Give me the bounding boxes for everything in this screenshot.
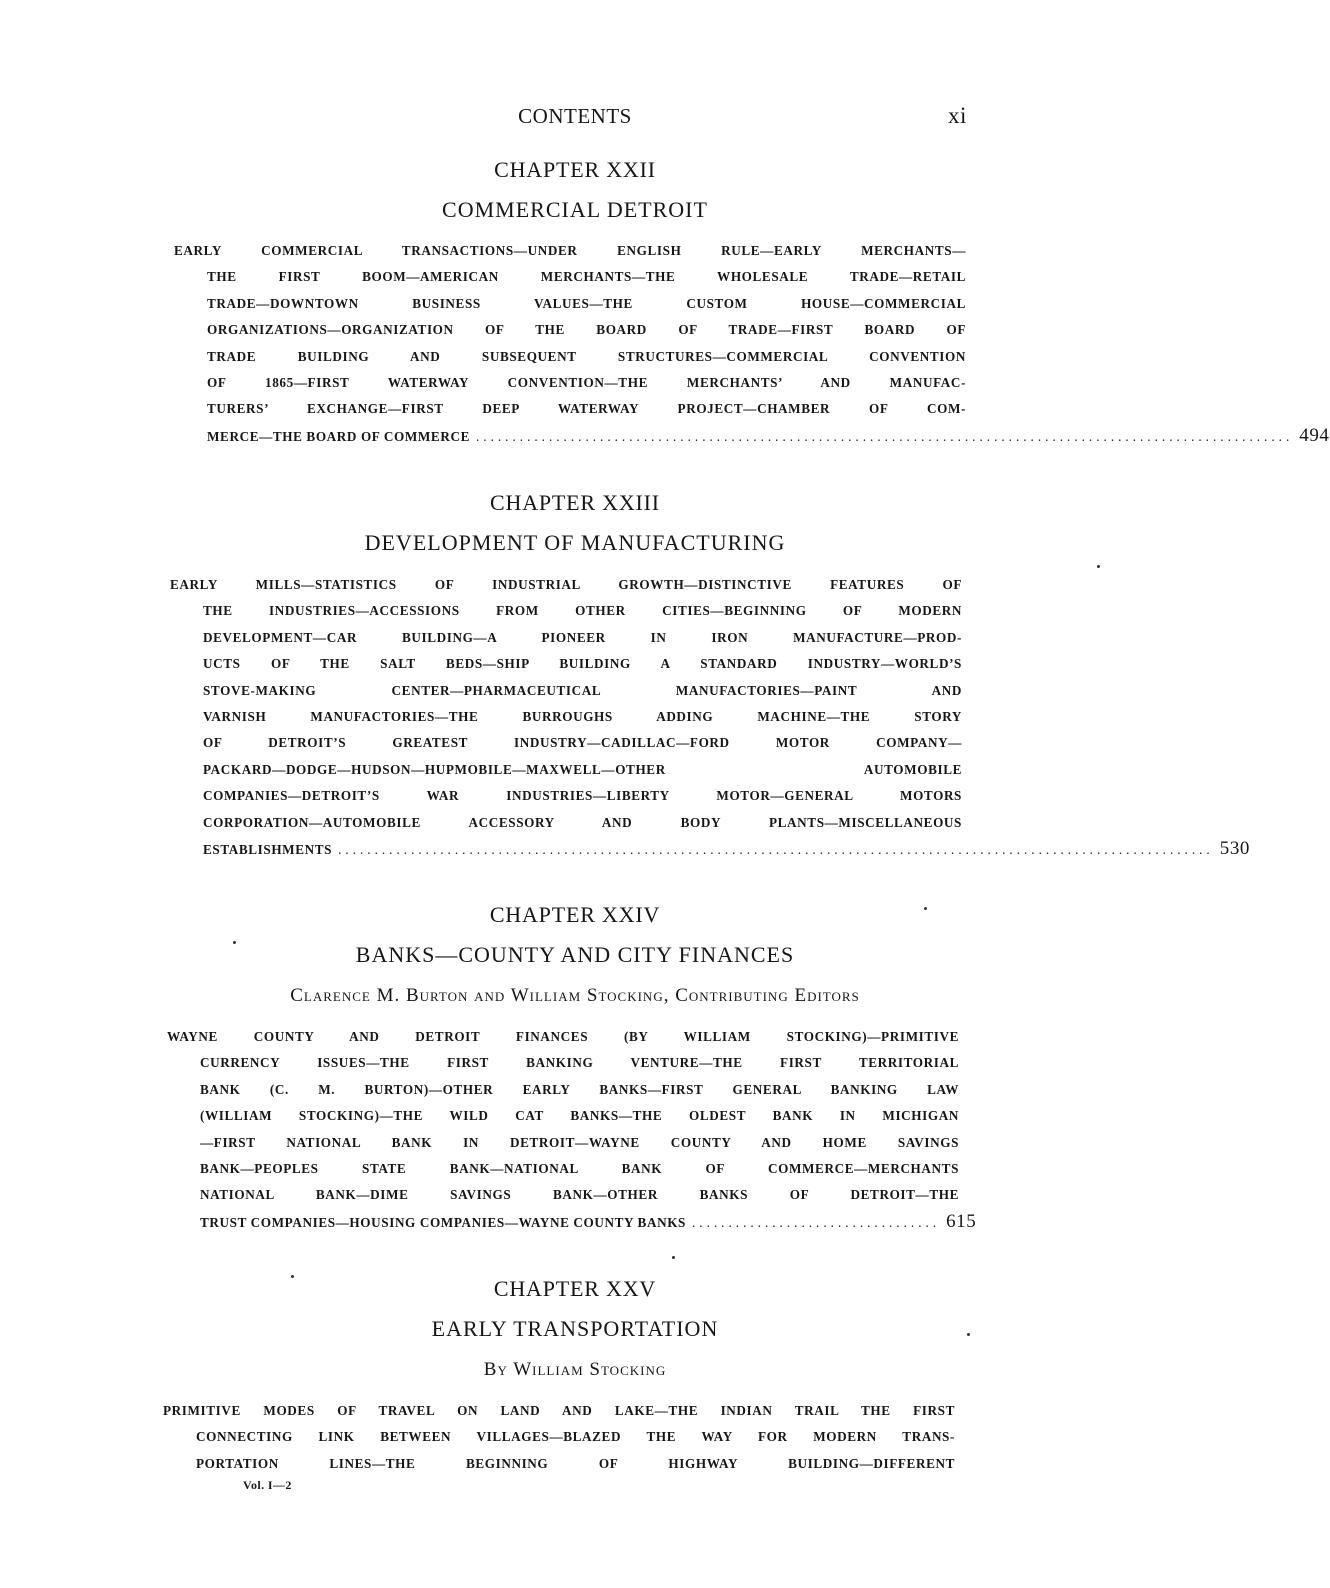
synopsis-line: OF 1865—FIRST WATERWAY CONVENTION—THE MERCHANTS’ AND MANUFAC-	[207, 374, 966, 390]
scan-speck	[967, 1333, 970, 1336]
synopsis-line: PRIMITIVE MODES OF TRAVEL ON LAND AND LAKE—THE INDIAN TRAIL THE FIRST	[163, 1403, 955, 1418]
synopsis-line: TRUST COMPANIES—HOUSING COMPANIES—WAYNE COUNTY BANKS	[200, 1214, 686, 1230]
chapter-synopsis	[167, 1024, 977, 1235]
synopsis-line: THE INDUSTRIES—ACCESSIONS FROM OTHER CITIES—BEGINNING OF MODERN	[203, 603, 962, 619]
synopsis-line: ESTABLISHMENTS	[203, 841, 333, 857]
dot-leader: ........................................................................................................................	[338, 841, 1214, 857]
chapter-heading	[0, 900, 1191, 1010]
synopsis-last-line	[170, 836, 1251, 862]
synopsis-line: TURERS’ EXCHANGE—FIRST DEEP WATERWAY PROJECT—CHAMBER OF COM-	[207, 401, 966, 417]
chapter-page-ref: 615	[946, 1210, 977, 1232]
chapter-heading	[0, 1274, 1191, 1384]
synopsis-line: —FIRST NATIONAL BANK IN DETROIT—WAYNE COUNTY AND HOME SAVINGS	[200, 1134, 959, 1150]
synopsis-line: EARLY MILLS—STATISTICS OF INDUSTRIAL GROWTH—DISTINCTIVE FEATURES OF	[170, 577, 962, 592]
chapter-number: CHAPTER XXIII	[490, 490, 660, 515]
synopsis-line: PACKARD—DODGE—HUDSON—HUPMOBILE—MAXWELL—OTHER AUTOMOBILE	[203, 761, 962, 777]
synopsis-line: UCTS OF THE SALT BEDS—SHIP BUILDING A STANDARD INDUSTRY—WORLD’S	[203, 656, 962, 672]
synopsis-last-line	[174, 423, 1330, 449]
scan-speck	[291, 1275, 294, 1278]
running-head	[0, 104, 1191, 134]
chapter-byline: Clarence M. Burton and William Stocking, Contributing Editors	[290, 985, 860, 1006]
synopsis-line: MERCE—THE BOARD OF COMMERCE	[207, 428, 470, 444]
chapter-number: CHAPTER XXII	[494, 157, 656, 182]
scan-speck	[924, 907, 927, 910]
synopsis-line: TRADE—DOWNTOWN BUSINESS VALUES—THE CUSTOM HOUSE—COMMERCIAL	[207, 295, 966, 311]
dot-leader: ................................................................................................................	[475, 428, 1294, 444]
chapter-synopsis	[163, 1398, 955, 1477]
synopsis-line: ORGANIZATIONS—ORGANIZATION OF THE BOARD OF TRADE—FIRST BOARD OF	[207, 322, 966, 338]
dot-leader: ..................................	[691, 1214, 941, 1230]
synopsis-line: COMPANIES—DETROIT’S WAR INDUSTRIES—LIBERTY MOTOR—GENERAL MOTORS	[203, 788, 962, 804]
scan-speck	[672, 1256, 675, 1259]
chapter-synopsis	[170, 572, 1251, 862]
synopsis-line: EARLY COMMERCIAL TRANSACTIONS—UNDER ENGLISH RULE—EARLY MERCHANTS—	[174, 243, 966, 258]
scan-speck	[233, 941, 236, 944]
synopsis-line: NATIONAL BANK—DIME SAVINGS BANK—OTHER BANKS OF DETROIT—THE	[200, 1187, 959, 1203]
chapter-heading	[0, 488, 1191, 558]
chapter-page-ref: 530	[1219, 837, 1251, 859]
chapter-title: COMMERCIAL DETROIT	[442, 197, 708, 222]
chapter-heading	[0, 155, 1191, 225]
scan-speck	[1097, 565, 1100, 568]
chapter-title: EARLY TRANSPORTATION	[431, 1316, 719, 1341]
synopsis-line: STOVE-MAKING CENTER—PHARMACEUTICAL MANUFACTORIES—PAINT AND	[203, 682, 962, 698]
chapter-title: DEVELOPMENT OF MANUFACTURING	[364, 530, 786, 555]
running-title: CONTENTS	[518, 104, 632, 128]
chapter-synopsis	[174, 238, 1330, 449]
chapter-page-ref: 494	[1299, 424, 1330, 446]
synopsis-line: OF DETROIT’S GREATEST INDUSTRY—CADILLAC—FORD MOTOR COMPANY—	[203, 735, 962, 751]
synopsis-line: WAYNE COUNTY AND DETROIT FINANCES (BY WILLIAM STOCKING)—PRIMITIVE	[167, 1029, 959, 1044]
synopsis-line: THE FIRST BOOM—AMERICAN MERCHANTS—THE WHOLESALE TRADE—RETAIL	[207, 269, 966, 285]
page-number: xi	[948, 103, 967, 128]
synopsis-line: CONNECTING LINK BETWEEN VILLAGES—BLAZED THE WAY FOR MODERN TRANS-	[196, 1429, 955, 1445]
chapter-number: CHAPTER XXV	[493, 1276, 657, 1301]
chapter-title: BANKS—COUNTY AND CITY FINANCES	[355, 942, 795, 967]
synopsis-line: BANK (C. M. BURTON)—OTHER EARLY BANKS—FIRST GENERAL BANKING LAW	[200, 1081, 959, 1097]
chapter-number: CHAPTER XXIV	[489, 902, 661, 927]
synopsis-line: CURRENCY ISSUES—THE FIRST BANKING VENTURE—THE FIRST TERRITORIAL	[200, 1055, 959, 1071]
synopsis-last-line	[167, 1209, 977, 1235]
synopsis-line: PORTATION LINES—THE BEGINNING OF HIGHWAY BUILDING—DIFFERENT	[196, 1455, 955, 1471]
signature-mark: Vol. I—2	[243, 1478, 292, 1492]
synopsis-line: TRADE BUILDING AND SUBSEQUENT STRUCTURES—COMMERCIAL CONVENTION	[207, 348, 966, 364]
chapter-byline: By William Stocking	[483, 1359, 667, 1380]
synopsis-line: (WILLIAM STOCKING)—THE WILD CAT BANKS—THE OLDEST BANK IN MICHIGAN	[200, 1108, 959, 1124]
synopsis-line: DEVELOPMENT—CAR BUILDING—A PIONEER IN IRON MANUFACTURE—PROD-	[203, 629, 962, 645]
synopsis-line: CORPORATION—AUTOMOBILE ACCESSORY AND BODY PLANTS—MISCELLANEOUS	[203, 814, 962, 830]
synopsis-line: VARNISH MANUFACTORIES—THE BURROUGHS ADDING MACHINE—THE STORY	[203, 708, 962, 724]
synopsis-line: BANK—PEOPLES STATE BANK—NATIONAL BANK OF COMMERCE—MERCHANTS	[200, 1160, 959, 1176]
